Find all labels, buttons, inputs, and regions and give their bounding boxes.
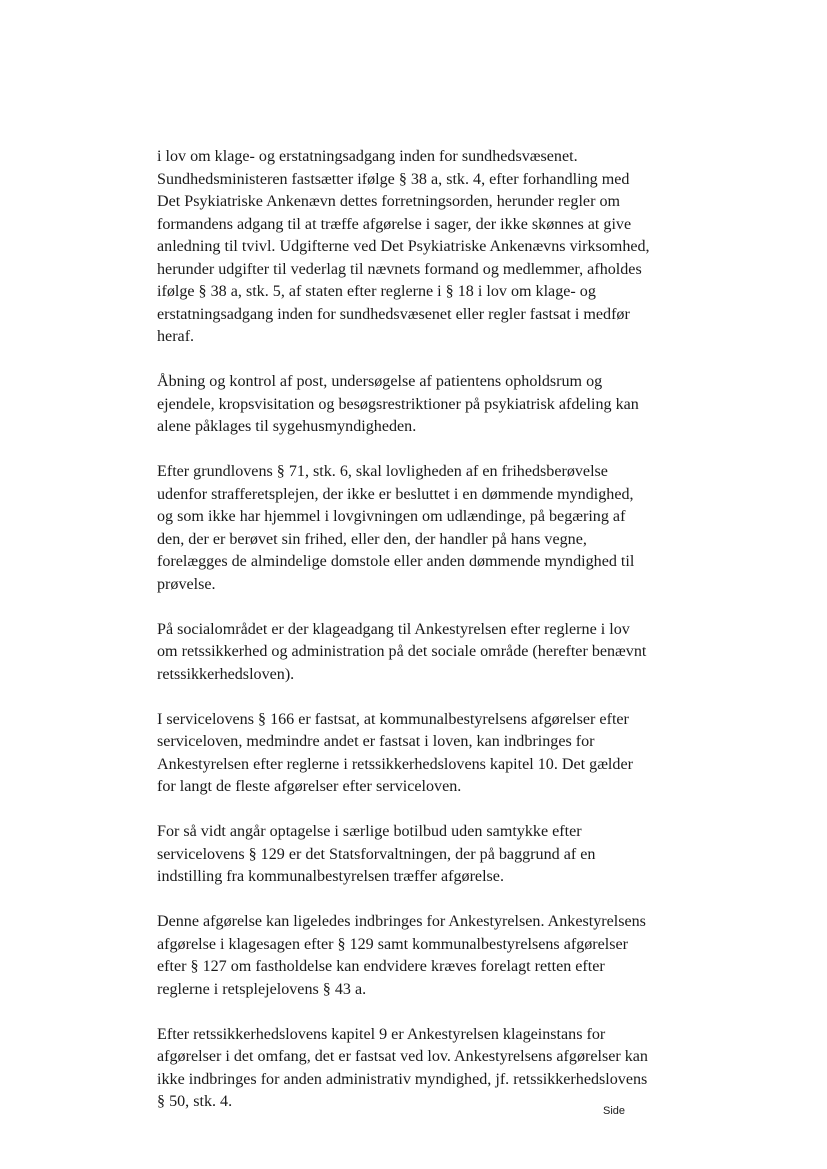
- text-line: Sundhedsministeren fastsætter ifølge § 38 a, stk. 4, efter forhandling med: [157, 170, 630, 188]
- text-line: erstatningsadgang inden for sundhedsvæsenet eller regler fastsat i medfør: [157, 305, 630, 323]
- text-line: servicelovens § 129 er det Statsforvaltningen, der på baggrund af en: [157, 845, 596, 863]
- text-line: afgørelse i klagesagen efter § 129 samt kommunalbestyrelsens afgørelser: [157, 935, 629, 953]
- body-text: [157, 146, 677, 1136]
- text-line: Efter grundlovens § 71, stk. 6, skal lovligheden af en frihedsberøvelse: [157, 463, 608, 480]
- paragraph: [157, 371, 677, 439]
- text-line: Det Psykiatriske Ankenævn dettes forretningsorden, herunder regler om: [157, 193, 621, 210]
- text-line: ejendele, kropsvisitation og besøgsrestriktioner på psykiatrisk afdeling kan: [157, 395, 639, 413]
- text-line: ikke indbringes for anden administrativ myndighed, jf. retssikkerhedslovens: [157, 1070, 648, 1088]
- text-line: efter § 127 om fastholdelse kan endvidere kræves forelagt retten efter: [157, 958, 605, 975]
- text-line: udenfor strafferetsplejen, der ikke er besluttet i en dømmende myndighed,: [157, 485, 634, 503]
- text-line: ifølge § 38 a, stk. 5, af staten efter reglerne i § 18 i lov om klage- og: [157, 283, 596, 300]
- paragraph: [157, 461, 677, 596]
- text-line: om retssikkerhed og administration på det sociale område (herefter benævnt: [157, 643, 647, 660]
- text-line: for langt de fleste afgørelser efter serviceloven.: [157, 778, 462, 795]
- text-line: reglerne i retsplejelovens § 43 a.: [157, 980, 367, 998]
- paragraph: [157, 619, 677, 687]
- text-line: Åbning og kontrol af post, undersøgelse af patientens opholdsrum og: [157, 373, 603, 390]
- text-line: I servicelovens § 166 er fastsat, at kommunalbestyrelsens afgørelser efter: [157, 710, 629, 728]
- text-line: herunder udgifter til vederlag til nævnets formand og medlemmer, afholdes: [157, 260, 642, 278]
- text-line: formandens adgang til at træffe afgørelse i sager, der ikke skønnes at give: [157, 215, 632, 233]
- text-line: indstilling fra kommunalbestyrelsen træffer afgørelse.: [157, 868, 504, 885]
- text-line: den, der er berøvet sin frihed, eller den, der handler på hans vegne,: [157, 530, 587, 548]
- text-line: Efter retssikkerhedslovens kapitel 9 er Ankestyrelsen klageinstans for: [157, 1025, 606, 1043]
- text-line: Denne afgørelse kan ligeledes indbringes for Ankestyrelsen. Ankestyrelsens: [157, 913, 646, 930]
- text-line: anledning til tvivl. Udgifterne ved Det Psykiatriske Ankenævns virksomhed,: [157, 238, 650, 255]
- paragraph: [157, 821, 677, 889]
- paragraph: [157, 911, 677, 1001]
- text-line: og som ikke har hjemmel i lovgivningen om udlændinge, på begæring af: [157, 508, 626, 525]
- paragraph: [157, 709, 677, 799]
- text-line: i lov om klage- og erstatningsadgang inden for sundhedsvæsenet.: [157, 148, 578, 165]
- text-line: retssikkerhedsloven).: [157, 665, 295, 683]
- text-line: alene påklages til sygehusmyndigheden.: [157, 418, 417, 435]
- text-line: heraf.: [157, 328, 195, 345]
- text-line: serviceloven, medmindre andet er fastsat i loven, kan indbringes for: [157, 733, 595, 750]
- page-footer-label: Side: [603, 1105, 626, 1117]
- text-line: forelægges de almindelige domstole eller anden dømmende myndighed til: [157, 553, 635, 570]
- text-line: Ankestyrelsen efter reglerne i retssikkerhedslovens kapitel 10. Det gælder: [157, 755, 633, 773]
- text-line: På socialområdet er der klageadgang til Ankestyrelsen efter reglerne i lov: [157, 620, 630, 638]
- text-line: § 50, stk. 4.: [157, 1093, 233, 1110]
- paragraph: [157, 1024, 677, 1114]
- text-line: For så vidt angår optagelse i særlige botilbud uden samtykke efter: [157, 823, 582, 840]
- text-line: afgørelser i det omfang, det er fastsat ved lov. Ankestyrelsens afgørelser kan: [157, 1048, 648, 1065]
- text-line: prøvelse.: [157, 575, 216, 593]
- paragraph: [157, 146, 677, 349]
